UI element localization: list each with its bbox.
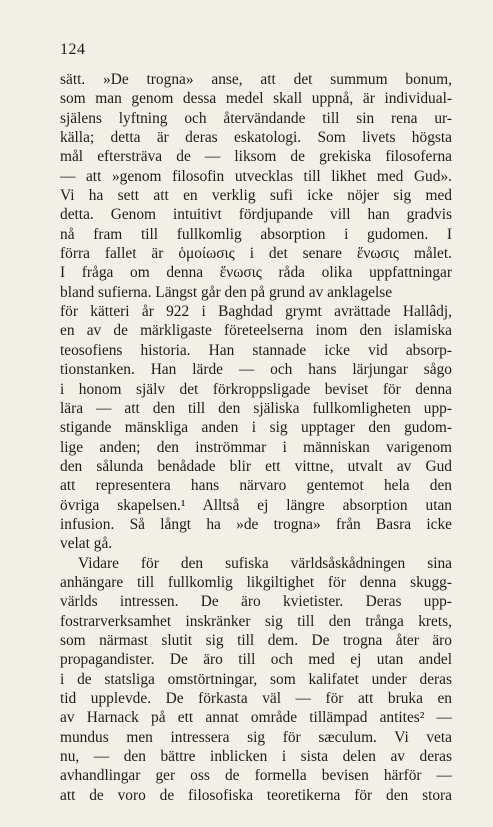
text-line: lige anden; den inströmmar i människan varigenom (60, 438, 452, 456)
text-line: nu, — den bättre inblicken i sista delen av deras (60, 748, 452, 766)
text-line: i honom själv det förkroppsligade beviset för denna (60, 380, 452, 398)
text-line: avhandlingar ger oss de formella bevisen härför — (60, 767, 452, 785)
text-line: av Harnack på ett annat område tillämpad antites² — (60, 709, 452, 727)
text-line: mundus men intressera sig för sæculum. Vi veta (60, 728, 452, 746)
text-line: — att »genom filosofin utvecklas till likhet med Gud». (60, 167, 452, 185)
text-line: tionstanken. Han lärde — och hans lärjungar sågo (60, 361, 452, 379)
text-line: själens lyftning och återvändande till sin rena ur- (60, 109, 452, 127)
text-line: i de statsliga omstörtningar, som kalifatet under deras (60, 670, 452, 688)
text-line: fostrarverksamhet inskränker sig till den trånga krets, (60, 612, 452, 630)
body-text (60, 70, 452, 805)
text-line: världs intressen. De äro kvietister. Deras upp- (60, 593, 452, 611)
text-line: att de voro de filosofiska teoretikerna för den stora (60, 786, 452, 804)
text-line: teosofiens historia. Han stannade icke vid absorp- (60, 341, 452, 359)
text-line: källa; detta är deras eskatologi. Som livets högsta (60, 129, 452, 147)
text-line: velat gå. (60, 535, 113, 553)
text-line: som man genom dessa medel skall uppnå, är individual- (60, 90, 452, 108)
text-line: förra fallet är ὁμοίωσις i det senare ἕνωσις målet. (60, 245, 452, 263)
text-line: sätt. »De trogna» anse, att det summum bonum, (60, 71, 452, 88)
text-line: stigande mänskliga anden i sig upptager den gudom- (60, 419, 452, 437)
text-line: I fråga om denna ἕνωσις råda olika uppfattningar (60, 264, 452, 282)
text-line: Vi ha sett att en verklig sufi icke nöjer sig med (60, 187, 452, 205)
text-line: lära — att den till den själiska fullkomligheten upp- (60, 399, 452, 417)
text-line: den sålunda benådade blir ett vittne, utvalt av Gud (60, 457, 452, 475)
text-line: som närmast slutit sig till dem. De trogna åter äro (60, 631, 452, 649)
text-line: Vidare för den sufiska världsåskådningen sina (78, 554, 452, 572)
text-line: bland sufierna. Längst går den på grund av anklagelse (60, 283, 393, 301)
text-line: en av de märkligaste företeelserna inom den islamiska (60, 322, 452, 340)
text-line: infusion. Så långt ha »de trogna» från Basra icke (60, 515, 452, 533)
text-line: tid upplevde. De förkasta väl — för att bruka en (60, 690, 452, 707)
text-line: för kätteri år 922 i Baghdad grymt avrättade Hallâdj, (60, 303, 452, 321)
text-line: propagandister. De äro till och med ej utan andel (60, 651, 452, 669)
text-line: nå fram till fullkomlig absorption i gudomen. I (60, 225, 452, 243)
text-line: mål eftersträva de — liksom de grekiska filosoferna (60, 148, 452, 166)
text-line: detta. Genom intuitivt fördjupande vill han gradvis (60, 206, 452, 224)
text-line: anhängare till fullkomlig likgiltighet för denna skugg- (60, 573, 452, 591)
text-line: övriga skapelsen.¹ Alltså ej längre absorption utan (60, 496, 452, 514)
text-line: att representera hans närvaro gentemot hela den (60, 477, 452, 495)
page-number: 124 (60, 41, 86, 58)
